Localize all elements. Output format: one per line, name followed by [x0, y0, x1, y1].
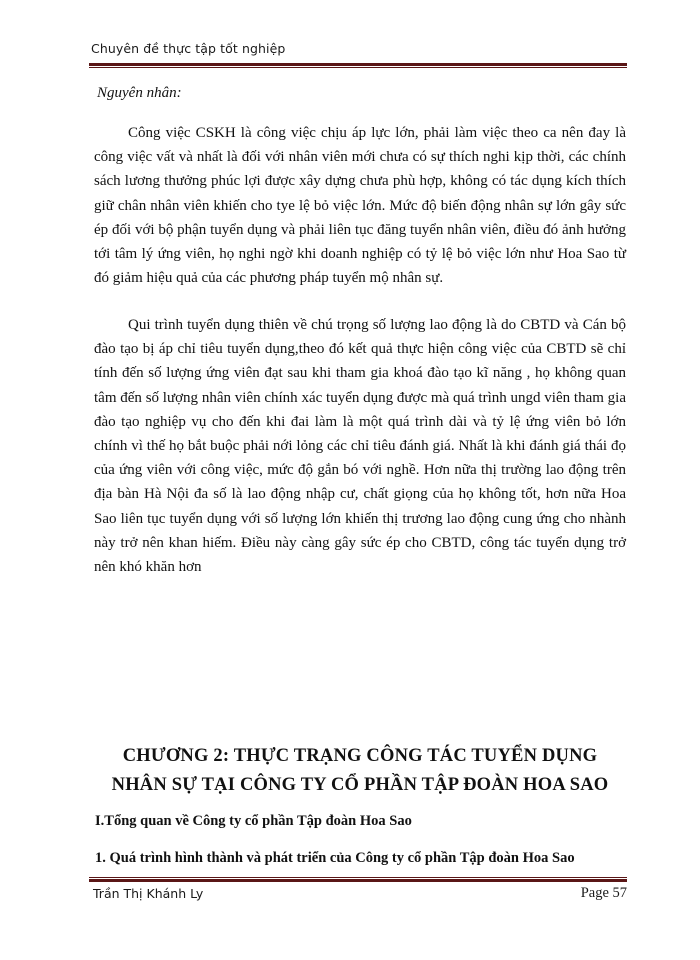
section-heading-1: I.Tổng quan về Công ty cổ phần Tập đoàn Hoa Sao [95, 813, 412, 829]
header-rule-thin [89, 67, 627, 68]
footer-rule-thin [89, 877, 627, 878]
cause-label: Nguyên nhân: [97, 85, 182, 101]
header-title: Chuyên đề thực tập tốt nghiệp [91, 41, 286, 56]
paragraph-2: Qui trình tuyển dụng thiên về chú trọng số lượng lao động là do CBTD và Cán bộ đào tạo bị áp chỉ tiêu tuyển dụng,theo đó kết quả thực hiện công việc của CBTD sẽ chỉ tính đến số lượng ứng viên đạt sau khi tham gia khoá đào tạo kĩ năng , họ không quan tâm đến số lượng nhân viên chính xác tuyển dụng được mà quá trình ungd viên tham gia đào tạo nghiệp vụ cho đến khi đai làm là một quá trình dài và tỷ lệ ứng viên bỏ lớn chính vì thế họ bắt buộc phải nới lỏng các chỉ tiêu đánh giá. Nhất là khi đánh giá thái đọ của ứng viên với công việc, mức độ gắn bó với nghề. Hơn nữa thị trường lao động trên địa bàn Hà Nội đa số là lao động nhập cư, chất giọng của họ không tốt, hơn nữa Hoa Sao liên tục tuyển dụng với số lượng lớn khiến thị trương lao động cung ứng cho nhành này trở nên khan hiếm. Điều này càng gây sức ép cho CBTD, công tác tuyển dụng trở nên khó khăn hơn [94, 317, 626, 576]
paragraph-1: Công việc CSKH là công việc chịu áp lực lớn, phải làm việc theo ca nên đay là công việc vất và nhất là đối với nhân viên mới chưa có sự thích nghi kịp thời, các chính sách lương thưởng phúc lợi được xây dựng chưa phù hợp, không có tác dụng kích thích giữ chân nhân viên khiến cho tye lệ bỏ việc lớn. Mức độ biến động nhân sự lớn gây sức ép đối với bộ phận tuyển dụng và phải liên tục đăng tuyển nhân viên, điều đó ảnh hưởng tới tâm lý ứng viên, họ nghi ngờ khi doanh nghiệp có tỷ lệ bỏ việc lớn như Hoa Sao từ đó giảm hiệu quả của các phương pháp tuyển mộ nhân sự. [94, 125, 626, 287]
section-heading-1-1: 1. Quá trình hình thành và phát triển của Công ty cổ phần Tập đoàn Hoa Sao [95, 850, 575, 866]
chapter-title-line-2: NHÂN SỰ TẠI CÔNG TY CỔ PHẦN TẬP ĐOÀN HOA SAO [111, 775, 609, 795]
header-rule-thick [89, 63, 627, 66]
chapter-title [90, 742, 630, 800]
footer-author: Trần Thị Khánh Ly [93, 886, 204, 901]
footer-rule-thick [89, 879, 627, 882]
chapter-title-line-1: CHƯƠNG 2: THỰC TRẠNG CÔNG TÁC TUYỂN DỤNG [122, 746, 598, 766]
page-number: Page 57 [580, 885, 627, 901]
